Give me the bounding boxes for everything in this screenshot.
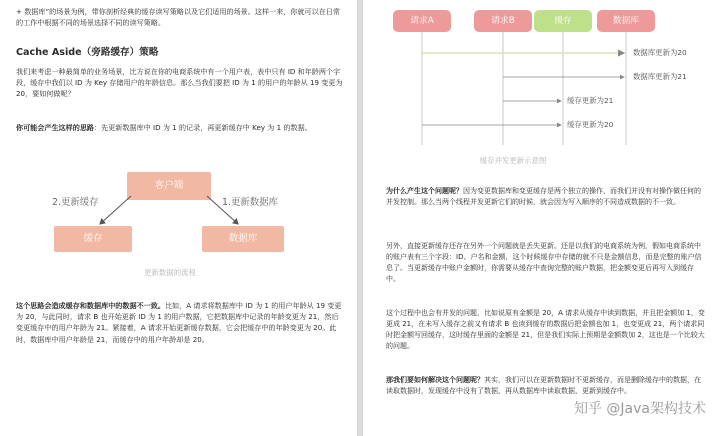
left-page [0, 0, 357, 436]
inconsistency-paragraph [16, 300, 343, 345]
idea-bold-text: 你可能会产生这样的思路 [16, 123, 95, 132]
solution-text: 其实，我们可以在更新数据时不更新缓存，而是删除缓存中的数据，在读取数据时，发现缓存中没有了数据，再从数据库中读取数据，更新到缓存中。 [386, 376, 701, 396]
msg-label-3: 缓存更新为21 [567, 96, 614, 105]
sequence-caption: 缓存并发更新示意图 [479, 156, 547, 165]
lane-request-a: 请求A [393, 10, 451, 32]
client-node: 客户端 [127, 172, 211, 200]
arrow-to-cache [100, 196, 131, 224]
diagram-caption: 更新数据的流程 [144, 268, 196, 277]
update-database-label: 1.更新数据库 [222, 197, 278, 208]
solution-bold-text: 那我们要如何解决这个问题呢？ [386, 376, 484, 384]
msg-label-1: 数据库更新为20 [633, 48, 687, 57]
solution-paragraph [386, 375, 706, 397]
lane-database: 数据库 [597, 10, 655, 32]
why-paragraph [386, 186, 706, 208]
right-page [363, 0, 720, 436]
msg-label-2: 数据库更新为21 [633, 72, 687, 81]
inconsistency-bold-text: 这个思路会造成缓存和数据库中的数据不一致。 [16, 301, 165, 310]
watermark: 知乎 @Java架构技术 [573, 401, 706, 417]
lane-request-b: 请求B [474, 10, 532, 32]
database-node: 数据库 [202, 226, 284, 252]
concurrency-paragraph: 这个过程中也会有并发的问题，比如说原有金额是 20，A 请求从缓存中读到数据，并且把金额加 1，变更成 21，在未写入缓存之前又有请求 B 也读到缓存的数据后把金额也加 1，也变更成 21，两个请求同时把金额写回缓存，这时缓存里面的金额是 21，但是我们实际上预期是金额数加 2，这也是一个比较大的问题。 [386, 309, 705, 351]
diagram-arrows [0, 0, 357, 270]
idea-text: ：先更新数据库中 ID 为 1 的记录，再更新缓存中 Key 为 1 的数据。 [94, 123, 312, 132]
lane-cache: 缓存 [534, 10, 592, 32]
why-text: 因为变更数据库和变更缓存是两个独立的操作，而我们并没有对操作做任何的并发控制。那么当两个线程并发更新它们的时候，就会因为写入顺序的不同造成数据的不一致。 [386, 187, 701, 207]
cache-node: 缓存 [54, 226, 132, 252]
scenario-paragraph: 我们来考虑一种最简单的业务场景，比方说在你的电商系统中有一个用户表，表中只有 ID 和年龄两个字段，缓存中我们以 ID 为 Key 存储用户的年龄信息。那么当我们要把 ID 为 1 的用户的年龄从 19 变更为 20，要如何做呢？ [16, 67, 343, 99]
msg-label-4: 缓存更新为20 [567, 120, 614, 129]
why-bold-text: 为什么产生这个问题呢？ [386, 187, 463, 195]
update-cache-label: 2.更新缓存 [52, 197, 99, 208]
intro-paragraph: + 数据库”的场景为例，带你剖析经典的缓存读写策略以及它们适用的场景。这样一来，你就可以在日常的工作中根据不同的场景选择不同的读写策略。 [16, 7, 340, 28]
section-heading: Cache Aside（旁路缓存）策略 [16, 47, 159, 58]
inconsistency-text: 比如，A 请求将数据库中 ID 为 1 的用户年龄从 19 变更为 20，与此同时，请求 B 也开始更新 ID 为 1 的用户数据，它把数据库中记录的年龄变更为 21，然后变更缓存中的用户年龄为 21。紧接着，A 请求开始更新缓存数据，它会把缓存中的年龄变更为 20。此时，数据库中用户年龄是 21，而缓存中的用户年龄却是 20。 [16, 301, 342, 344]
lost-update-paragraph: 另外，直接更新缓存还存在另外一个问题就是丢失更新。还是以我们的电商系统为例，假如电商系统中的账户表有三个字段：ID、户名和金额，这个时候缓存中存储的就不只是金额信息，而是完整的账户信息了。当更新缓存中账户金额时，你需要从缓存中查询完整的账户数据，把金额变更后再写入到缓存中。 [386, 242, 702, 284]
